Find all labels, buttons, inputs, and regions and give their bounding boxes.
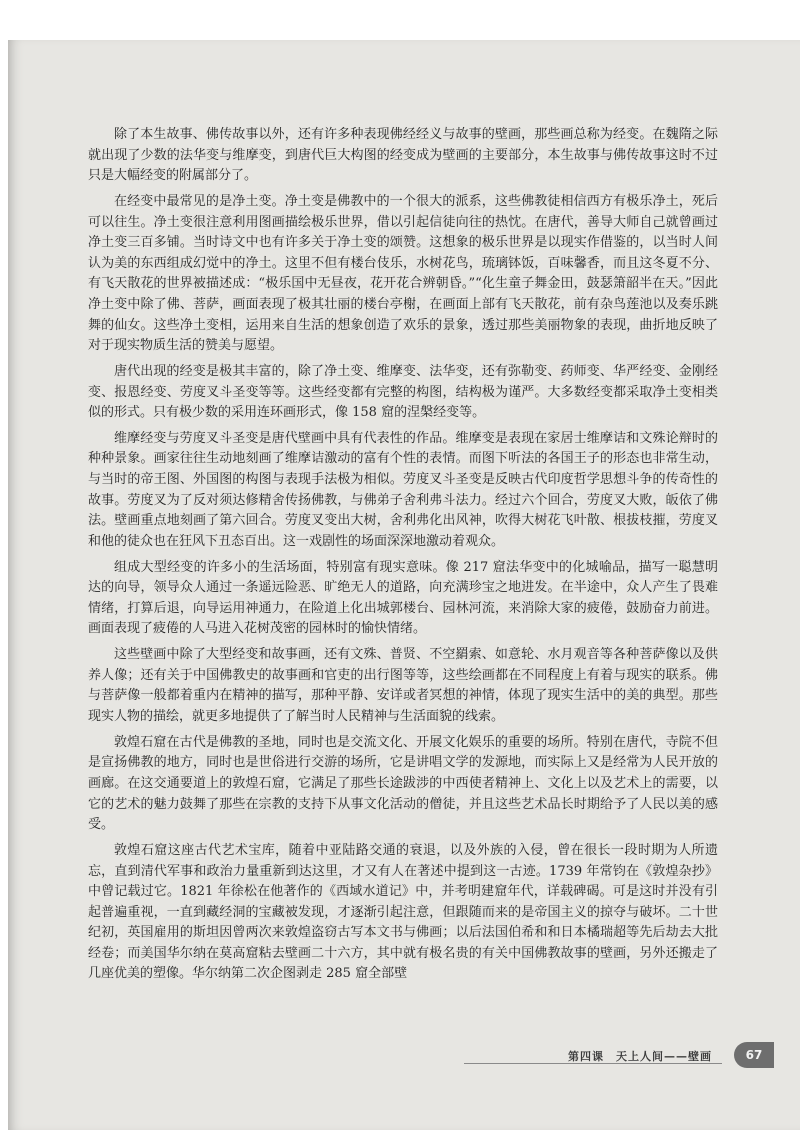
paragraph: 敦煌石窟在古代是佛教的圣地，同时也是交流文化、开展文化娱乐的重要的场所。特别在唐代，寺院不但是宣扬佛教的地方，同时也是世俗进行交游的场所，它是讲唱文学的发源地，而实际上又是经常为人民开放的画廊。在这交通要道上的敦煌石窟，它满足了那些长途跋涉的中西使者精神上、文化上以及艺术上的需要，以它的艺术的魅力鼓舞了那些在宗教的支持下从事文化活动的僧徒，并且这些艺术品长时期给予了人民以美的感受。: [88, 734, 718, 833]
paragraph: 组成大型经变的许多小的生活场面，特别富有现实意味。像 217 窟法华变中的化城喻品，描写一聪慧明达的向导，领导众人通过一条遥远险恶、旷绝无人的道路，向充满珍宝之地进发。在半途中，众人产生了畏难情绪，打算后退，向导运用神通力，在险道上化出城郭楼台、园林河流，来消除大家的疲倦，鼓励奋力前进。画面表现了疲倦的人马进入花树茂密的园林时的愉快情绪。: [88, 559, 718, 637]
paragraph: 除了本生故事、佛传故事以外，还有许多种表现佛经经义与故事的壁画，那些画总称为经变。在魏隋之际就出现了少数的法华变与维摩变，到唐代巨大构图的经变成为壁画的主要部分，本生故事与佛传故事这时不过只是大幅经变的附属部分了。: [88, 127, 718, 184]
paragraph: 这些壁画中除了大型经变和故事画，还有文殊、普贤、不空羂索、如意轮、水月观音等各种菩萨像以及供养人像；还有关于中国佛教史的故事画和官吏的出行图等等，这些绘画都在不同程度上有着与现实的联系。佛与菩萨像一般都着重内在精神的描写，那种平静、安详或者冥想的神情，体现了现实生活中的美的典型。那些现实人物的描绘，就更多地提供了了解当时人民精神与生活面貌的线索。: [88, 647, 718, 724]
paragraph: 敦煌石窟这座古代艺术宝库，随着中亚陆路交通的衰退，以及外族的入侵，曾在很长一段时期为人所遗忘，直到清代军事和政治力量重新到达这里，才又有人在著述中提到这一古迹。1739 年常钧在《敦煌杂抄》中曾记载过它。1821 年徐松在他著作的《西域水道记》中，并考明建窟年代，详载碑碣。可是这时并没有引起普遍重视，一直到藏经洞的宝藏被发现，才逐渐引起注意，但跟随而来的是帝国主义的掠夺与破坏。二十世纪初，英国雇用的斯坦因曾两次来敦煌盗窃古写本文书与佛画；以后法国伯希和和日本橘瑞超等先后劫去大批经卷；而美国华尔纳在莫高窟粘去壁画二十六方，其中就有极名贵的有关中国佛教故事的壁画，另外还搬走了几座优美的塑像。华尔纳第二次企图剥走 285 窟全部壁: [88, 842, 718, 982]
body-text: [88, 125, 718, 990]
paragraph: 维摩经变与劳度叉斗圣变是唐代壁画中具有代表性的作品。维摩变是表现在家居士维摩诘和文殊论辩时的种种景象。画家往往生动地刻画了维摩诘激动的富有个性的表情。而图下听法的各国王子的形态也非常生动，与当时的帝王图、外国图的构图与表现手法极为相似。劳度叉斗圣变是反映古代印度哲学思想斗争的传奇性的故事。劳度叉为了反对须达修精舍传扬佛教，与佛弟子舍利弗斗法力。经过六个回合，劳度叉大败，皈依了佛法。壁画重点地刻画了第六回合。劳度叉变出大树，舍利弗化出风神，吹得大树花飞叶散、根拔枝摧，劳度叉和他的徒众也在狂风下丑态百出。这一戏剧性的场面深深地激动着观众。: [88, 430, 718, 549]
running-head: 第四课 天上人间——壁画: [568, 1050, 712, 1063]
page-number: 67: [734, 1042, 774, 1068]
paragraph: 唐代出现的经变是极其丰富的，除了净土变、维摩变、法华变，还有弥勒变、药师变、华严经变、金刚经变、报恩经变、劳度叉斗圣变等等。这些经变都有完整的构图，结构极为谨严。大多数经变都采取净土变相类似的形式。只有极少数的采用连环画形式，像 158 窟的涅槃经变等。: [88, 363, 718, 421]
paragraph: 在经变中最常见的是净土变。净土变是佛教中的一个很大的派系，这些佛教徒相信西方有极乐净土，死后可以往生。净土变很注意利用图画描绘极乐世界，借以引起信徒向往的热忱。在唐代，善导大师自己就曾画过净土变三百多铺。当时诗文中也有许多关于净土变的颂赞。这想象的极乐世界是以现实作借鉴的，以当时人间认为美的东西组成幻觉中的净土。这里不但有楼台伎乐，水树花鸟，琉璃钵饭，百味馨香，而且这冬夏不分、有飞天散花的世界被描述成：“极乐国中无昼夜，花开花合辨朝昏。”“化生童子舞金田，鼓瑟箫韶半在天。”因此净土变中除了佛、菩萨，画面表现了极其壮丽的楼台亭榭，在画面上部有飞天散花，前有杂鸟莲池以及奏乐跳舞的仙女。这些净土变相，运用来自生活的想象创造了欢乐的景象，透过那些美丽物象的表现，曲折地反映了对于现实物质生活的赞美与愿望。: [88, 193, 718, 354]
